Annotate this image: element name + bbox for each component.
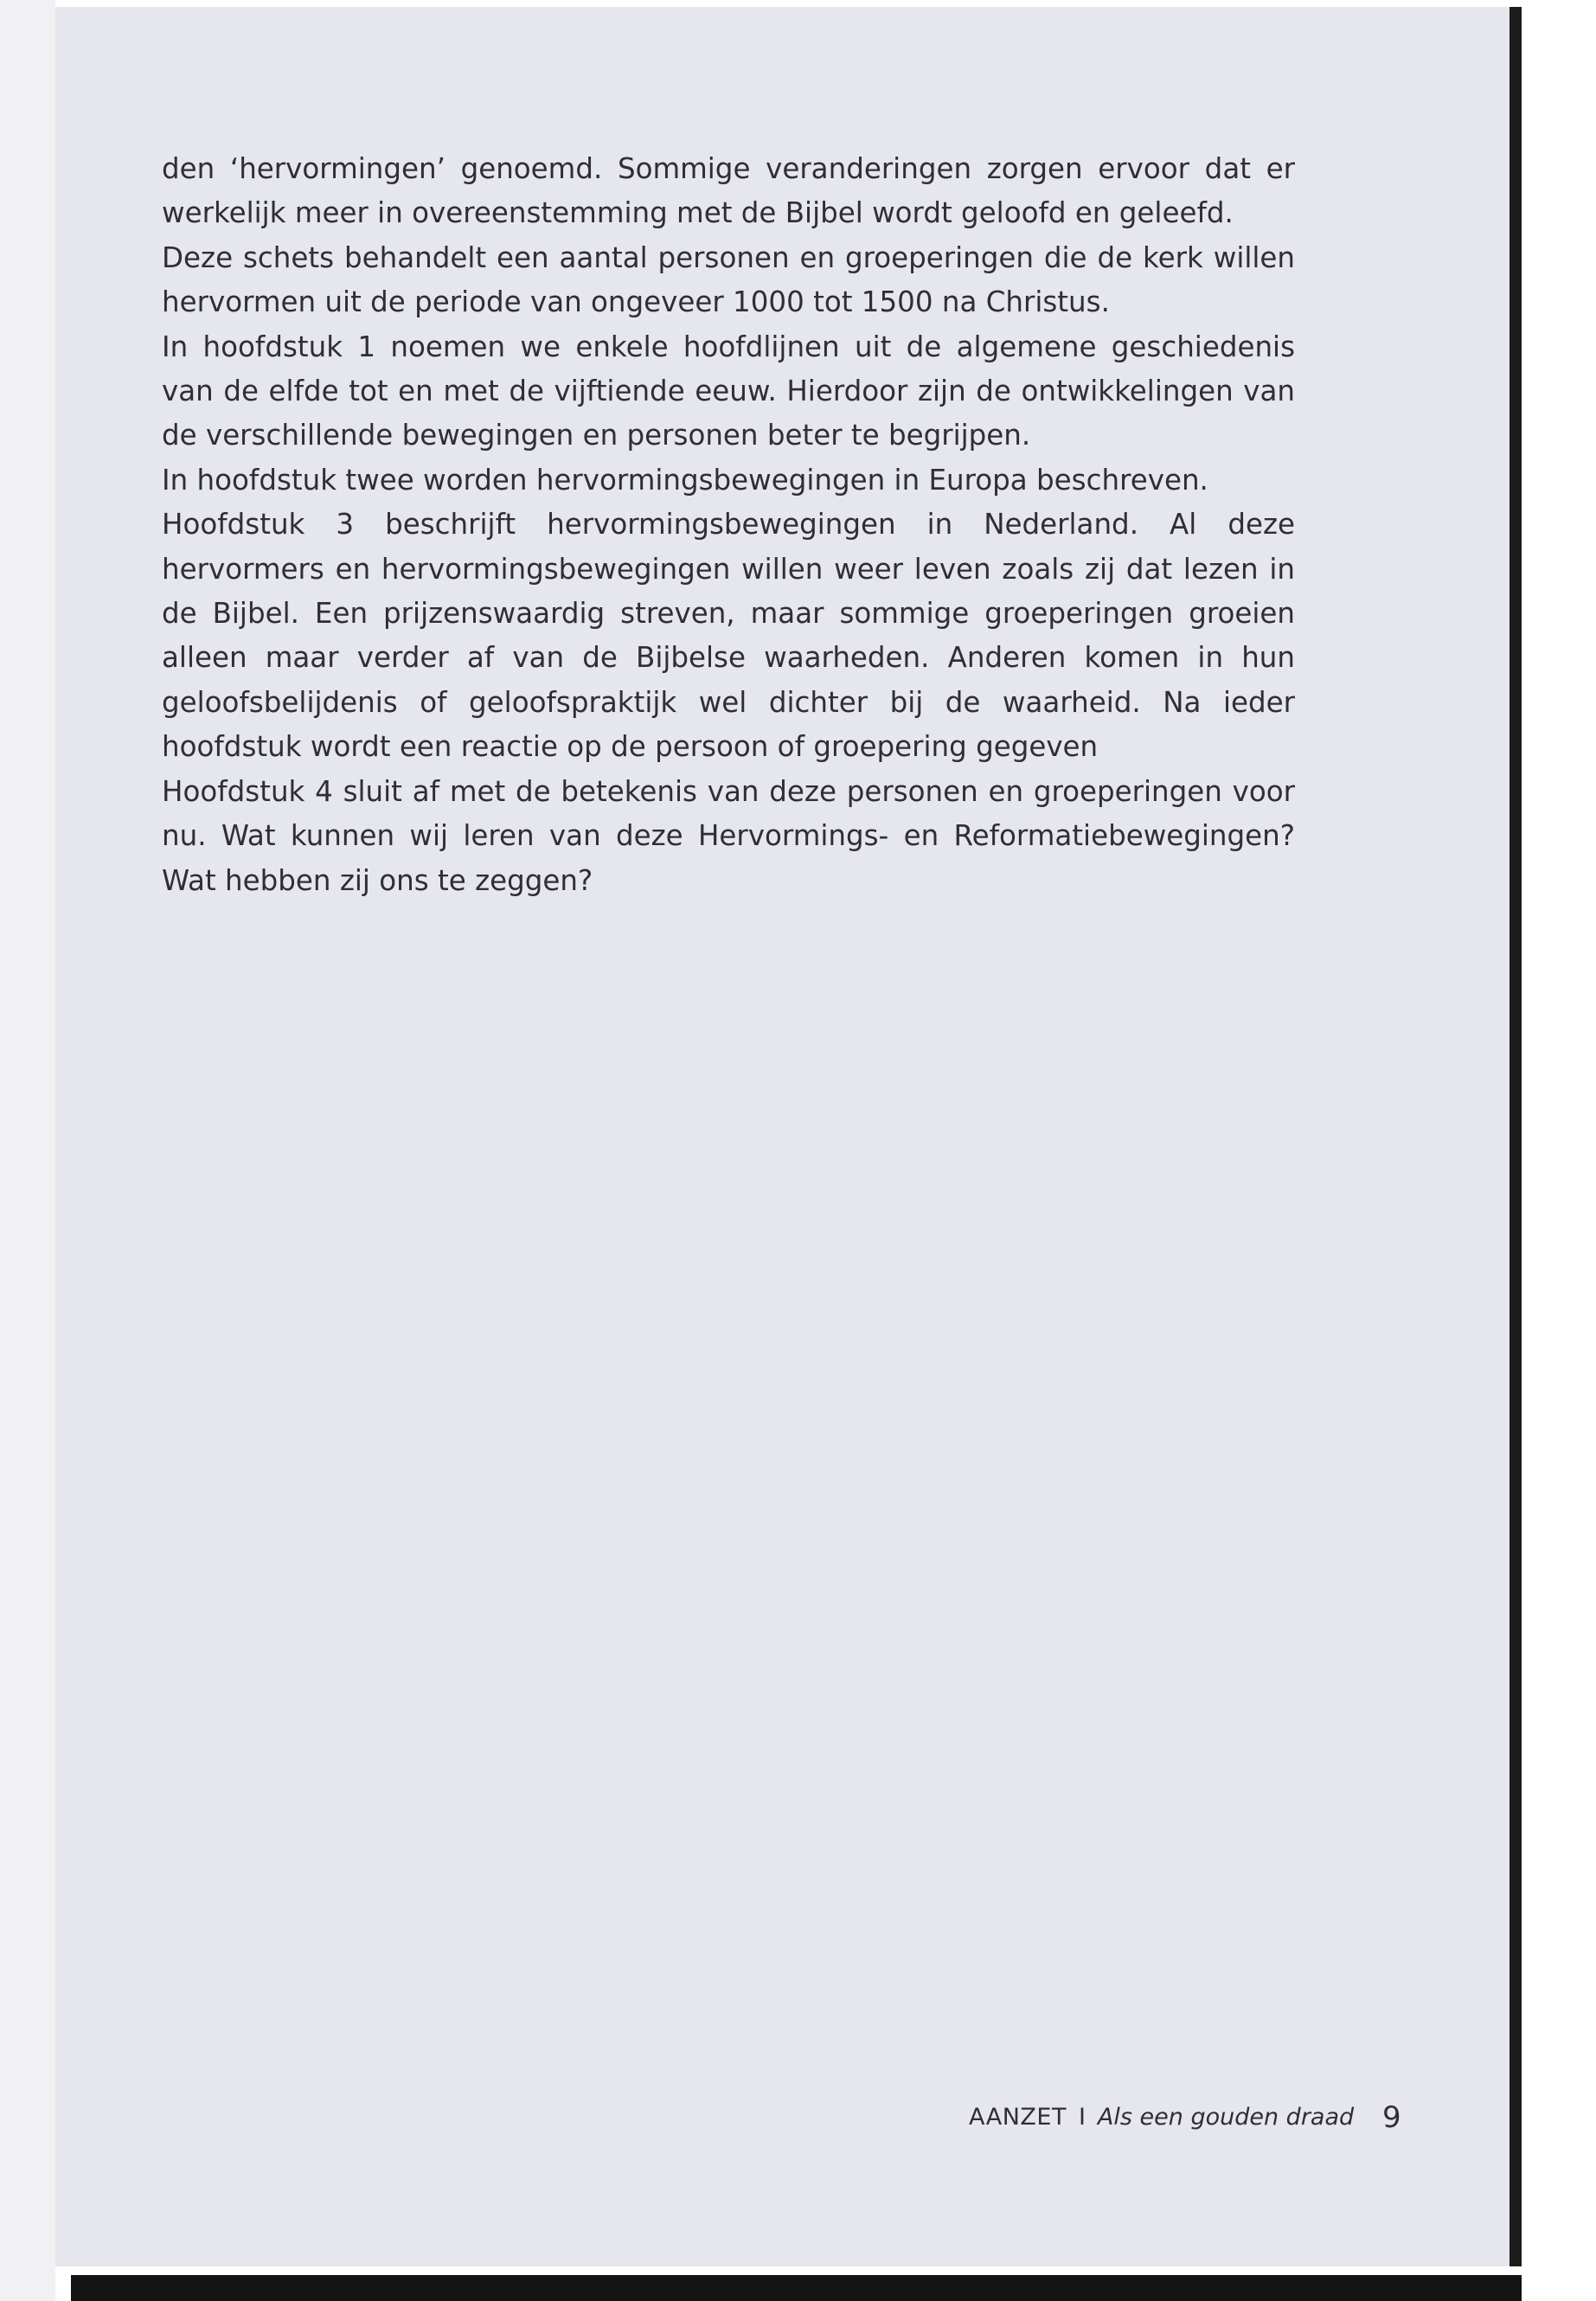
- running-footer: [969, 2100, 1401, 2135]
- footer-section: AANZET: [969, 2104, 1067, 2131]
- paragraph-5: Hoofdstuk 3 beschrijft hervormingsbewegingen in Nederland. Al deze hervormers en hervormingsbewegingen willen weer leven zoals zij dat lezen in de Bijbel. Een prijzenswaardig streven, maar sommige groeperingen groeien alleen maar verder af van de Bijbelse waarheden. Anderen komen in hun geloofsbelijdenis of geloofspraktijk wel dichter bij de waarheid. Na ieder hoofdstuk wordt een reactie op de persoon of groepering gegeven: [162, 508, 1295, 764]
- page-bottom-edge: [71, 2275, 1522, 2301]
- paragraph-4: In hoofdstuk twee worden hervormingsbewegingen in Europa beschreven.: [162, 463, 1208, 497]
- footer-book-title: Als een gouden draad: [1097, 2104, 1355, 2131]
- paragraph-1: den ‘hervormingen’ genoemd. Sommige veranderingen zorgen ervoor dat er werkelijk meer in overeenstemming met de Bijbel wordt geloofd en geleefd.: [162, 152, 1295, 230]
- page-number: 9: [1382, 2100, 1401, 2135]
- paragraph-2: Deze schets behandelt een aantal personen en groeperingen die de kerk willen hervormen uit de periode van ongeveer 1000 tot 1500 na Christus.: [162, 240, 1295, 319]
- scan-margin-left: [0, 0, 55, 2301]
- paragraph-6: Hoofdstuk 4 sluit af met de betekenis van deze personen en groeperingen voor nu. Wat kunnen wij leren van deze Hervormings- en Reformatiebewegingen? Wat hebben zij ons te zeggen?: [162, 774, 1295, 897]
- footer-separator: I: [1078, 2104, 1086, 2131]
- paragraph-3: In hoofdstuk 1 noemen we enkele hoofdlijnen uit de algemene geschiedenis van de elfde tot en met de vijftiende eeuw. Hierdoor zijn de ontwikkelingen van de verschillende bewegingen en personen beter te begrijpen.: [162, 330, 1295, 452]
- scan-margin-right: [1534, 0, 1596, 2301]
- body-text: [162, 147, 1295, 903]
